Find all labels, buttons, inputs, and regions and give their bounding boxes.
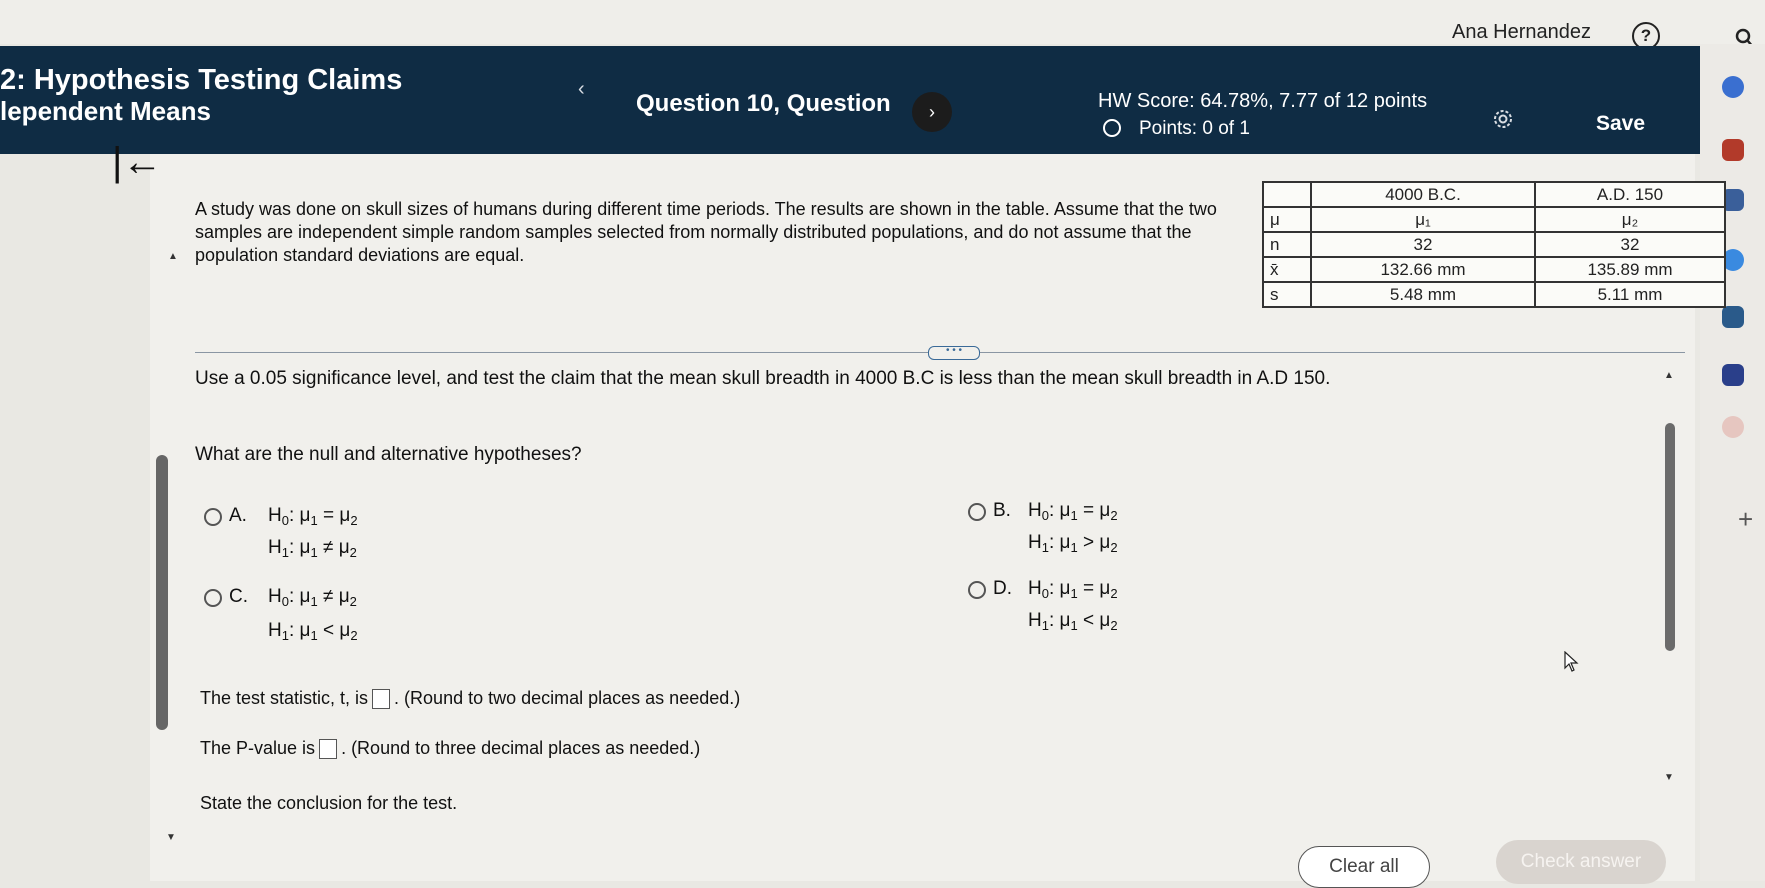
table-header: A.D. 150 [1535, 182, 1725, 207]
null-hypothesis: $H_0$: $\mu_1 = \mu_2$ [1028, 500, 1118, 523]
plus-icon[interactable]: + [1738, 504, 1754, 534]
scroll-down-arrow-icon[interactable]: ▼ [166, 832, 176, 843]
null-hypothesis: $H_0$: $\mu_1 \ne \mu_2$ [268, 586, 357, 609]
table-row [1263, 207, 1725, 232]
left-scrollbar[interactable] [156, 455, 168, 730]
data-table [1262, 181, 1726, 308]
check-answer-button[interactable]: Check answer [1496, 840, 1666, 884]
null-hypothesis: $H_0$: $\mu_1 = \mu_2$ [1028, 578, 1118, 601]
pvalue-input[interactable] [319, 739, 337, 759]
top-bar [0, 0, 1765, 44]
scroll-up-arrow-icon[interactable]: ▲ [168, 251, 178, 262]
extension-icon[interactable] [1722, 416, 1744, 438]
points-progress-icon [1103, 119, 1121, 137]
expand-dots-button[interactable]: • • • [928, 346, 980, 360]
save-button[interactable]: Save [1596, 112, 1646, 135]
conclusion-prompt: State the conclusion for the test. [200, 793, 458, 813]
next-question-button[interactable]: › [912, 92, 952, 132]
question-title[interactable]: Question 10, Question [636, 90, 891, 117]
collapse-back-icon[interactable]: |← [112, 140, 163, 184]
help-icon[interactable]: ? [1632, 22, 1660, 50]
table-cell: 32 [1311, 232, 1535, 257]
hw-score: HW Score: 64.78%, 7.77 of 12 points [1098, 90, 1428, 112]
choice-letter: C. [229, 586, 248, 607]
table-row [1263, 282, 1725, 307]
right-scrollbar[interactable] [1665, 423, 1675, 651]
test-statistic-prompt: The test statistic, t, is . (Round to two decimal places as needed.) [200, 688, 741, 708]
table-cell: 132.66 mm [1311, 257, 1535, 282]
briefcase-icon[interactable] [1722, 139, 1744, 161]
scroll-down-arrow-icon[interactable]: ▼ [1664, 772, 1674, 783]
claim-text: Use a 0.05 significance level, and test the claim that the mean skull breadth in 4000 B.C is less than the mean skull breadth in A.D 150. [195, 368, 1331, 389]
extension-icon[interactable] [1722, 306, 1744, 328]
table-cell: μ₁ [1311, 207, 1535, 232]
browser-sidebar [1700, 44, 1765, 881]
scroll-up-arrow-icon[interactable]: ▲ [1664, 370, 1674, 381]
extension-icon[interactable] [1722, 364, 1744, 386]
table-header-row [1263, 182, 1725, 207]
test-statistic-input[interactable] [372, 689, 390, 709]
table-cell: n [1263, 232, 1311, 257]
pvalue-prompt: The P-value is . (Round to three decimal places as needed.) [200, 738, 701, 758]
assignment-header [0, 46, 1700, 154]
settings-icon[interactable] [1492, 108, 1514, 130]
table-row [1263, 232, 1725, 257]
table-cell: μ [1263, 207, 1311, 232]
radio-button[interactable] [968, 503, 986, 521]
choice-letter: A. [229, 505, 247, 526]
problem-text: A study was done on skull sizes of humans during different time periods. The results are shown in the table. Assume that the two samples are independent simple random samples selected from normally distributed populations, and do not assume that the population standard deviations are equal. [195, 199, 1217, 265]
table-cell: 5.11 mm [1535, 282, 1725, 307]
table-cell: μ₂ [1535, 207, 1725, 232]
null-hypothesis: $H_0$: $\mu_1 = \mu_2$ [268, 505, 358, 528]
choice-letter: D. [993, 578, 1012, 599]
choice-letter: B. [993, 500, 1011, 521]
user-name[interactable]: Ana Hernandez [1452, 21, 1591, 43]
alternative-hypothesis: $H_1$: $\mu_1 < \mu_2$ [1028, 610, 1118, 633]
points: Points: 0 of 1 [1139, 118, 1250, 139]
extension-icon[interactable] [1722, 76, 1744, 98]
prev-question-button[interactable]: ‹ [578, 78, 585, 100]
alternative-hypothesis: $H_1$: $\mu_1 < \mu_2$ [268, 620, 358, 643]
question-prompt: What are the null and alternative hypotheses? [195, 444, 582, 465]
radio-button[interactable] [204, 589, 222, 607]
alternative-hypothesis: $H_1$: $\mu_1 \ne \mu_2$ [268, 537, 357, 560]
table-cell: 135.89 mm [1535, 257, 1725, 282]
table-cell: 5.48 mm [1311, 282, 1535, 307]
table-cell: s [1263, 282, 1311, 307]
clear-all-button[interactable]: Clear all [1298, 846, 1430, 888]
table-cell: 32 [1535, 232, 1725, 257]
assignment-subtitle: lependent Means [0, 96, 211, 126]
alternative-hypothesis: $H_1$: $\mu_1 > \mu_2$ [1028, 532, 1118, 555]
table-cell: x̄ [1263, 257, 1311, 282]
radio-button[interactable] [204, 508, 222, 526]
table-row [1263, 257, 1725, 282]
assignment-title: 2: Hypothesis Testing Claims [0, 64, 403, 96]
mouse-cursor-icon [1564, 651, 1580, 673]
table-header: 4000 B.C. [1311, 182, 1535, 207]
radio-button[interactable] [968, 581, 986, 599]
